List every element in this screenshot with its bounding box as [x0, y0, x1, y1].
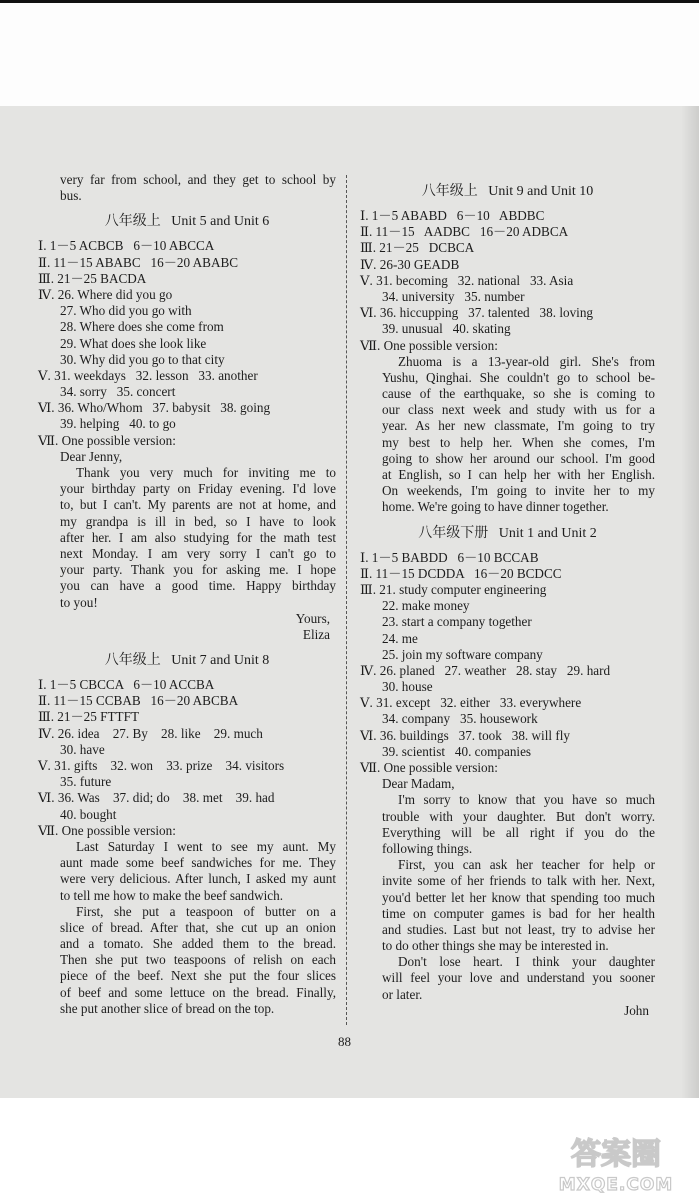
right-text-line: Ⅰ. 1－5 BABDD 6－10 BCCAB [360, 549, 539, 565]
left-text-line: to tell me how to make the beef sandwich. [60, 887, 284, 903]
left-text-line: piece of the beef. Next she put the four slices [60, 968, 336, 984]
left-text-line: 34. sorry 35. concert [60, 384, 176, 400]
right-text-line: I'm sorry to know that you have so much [398, 792, 655, 808]
right-section-heading: 八年级上 Unit 9 and Unit 10 [421, 184, 594, 199]
left-text-line: Ⅳ. 26. Where did you go [38, 286, 173, 302]
left-text-line: Thank you very much for inviting me to [76, 465, 336, 480]
page-number: 88 [338, 1034, 351, 1049]
right-text-line: and studies. Last but not least, try to advise her [382, 921, 655, 937]
left-text-line: Ⅳ. 26. idea 27. By 28. like 29. much [38, 725, 263, 741]
left-text-line: you can have a good time. Happy birthday [60, 578, 336, 594]
right-text-line: Ⅴ. 31. becoming 32. national 33. Asia [360, 272, 574, 288]
right-text-line: you'd better let her know that spending too much [382, 889, 655, 905]
right-text-line: cause of the earthquake, so she is coming to [382, 386, 655, 402]
right-text-line: Ⅵ. 36. buildings 37. took 38. will fly [360, 727, 570, 743]
right-text-line: Ⅳ. 26-30 GEADB [360, 256, 460, 272]
left-text-line: aunt made some beef sandwiches for me. They [60, 855, 336, 871]
left-text-line: she put another slice of bread on the top. [60, 1000, 275, 1016]
left-text-line: 35. future [60, 774, 112, 790]
left-text-line: after her. I am also studying for the math test [60, 529, 336, 545]
right-text-line: Everything will be all right if you do the [382, 824, 655, 840]
left-text-line: First, she put a teaspoon of butter on a [76, 903, 336, 919]
right-text-line: time on computer games is bad for her health [382, 905, 655, 921]
right-text-line: Don't lose heart. I think your daughter [398, 954, 655, 970]
right-text-line: Dear Madam, [382, 776, 455, 792]
left-text-line: 39. helping 40. to go [60, 416, 176, 432]
watermark-logo-icon [541, 1128, 691, 1198]
right-text-line: John [624, 1002, 649, 1018]
right-text-line: 34. company 35. housework [382, 711, 538, 727]
left-text-line: bus. [60, 188, 82, 204]
left-text-line: Yours, [295, 610, 330, 626]
right-section-heading: 八年级下册 Unit 1 and Unit 2 [418, 525, 597, 541]
right-text-line: will feel your love and understand you sooner [382, 970, 655, 986]
column-divider [346, 175, 347, 1025]
left-text-line: Ⅲ. 21－25 FTTFT [38, 709, 140, 725]
left-column [38, 172, 336, 1017]
right-column [360, 182, 655, 1019]
left-text-line: very far from school, and they get to school by [60, 172, 336, 187]
left-text-line: my grandpa is ill in bed, so I have to look [60, 513, 336, 529]
right-text-line: Ⅲ. 21. study computer engineering [360, 581, 547, 597]
left-text-line: Last Saturday I went to see my aunt. My [76, 838, 336, 854]
left-text-line: to, but I can't. My parents are not at home, and [60, 497, 336, 513]
left-text-line: and a tomato. She added them to the bread. [60, 936, 336, 952]
right-text-line: Ⅳ. 26. planed 27. weather 28. stay 29. hard [360, 662, 611, 678]
left-text-line: Ⅰ. 1－5 ACBCB 6－10 ABCCA [38, 238, 215, 254]
svg-text:答案圈: 答案圈 [571, 1137, 661, 1172]
left-text-line: of beef and some lettuce on the bread. Finally, [60, 984, 336, 1000]
right-text-line: 30. house [382, 679, 433, 695]
right-text-line: Ⅶ. One possible version: [360, 760, 498, 775]
right-text-line: 39. unusual 40. skating [382, 321, 511, 337]
right-text-line: Ⅱ. 11－15 DCDDA 16－20 BCDCC [360, 565, 562, 581]
right-text-line: at English, so I can help her with her English. [382, 467, 655, 482]
left-text-line: Eliza [302, 626, 330, 642]
left-text-line: Ⅴ. 31. gifts 32. won 33. prize 34. visitors [38, 758, 285, 773]
left-section-heading: 八年级上 Unit 5 and Unit 6 [104, 214, 270, 230]
left-section-heading: 八年级上 Unit 7 and Unit 8 [104, 653, 270, 669]
right-text-line: 22. make money [382, 598, 470, 614]
top-margin [0, 0, 699, 106]
left-text-line: Ⅶ. One possible version: [38, 432, 176, 448]
left-text-line: to you! [60, 594, 98, 610]
right-text-line: Ⅲ. 21－25 DCBCA [360, 240, 475, 256]
site-watermark-logo [541, 1128, 691, 1198]
left-text-line: 40. bought [60, 806, 117, 822]
left-text-line: slice of bread. After that, she cut up an onion [60, 919, 336, 935]
left-text-line: next Monday. I am very sorry I can't go to [60, 545, 336, 561]
left-text-line: your birthday party on Friday evening. I'd love [60, 481, 336, 497]
left-text-line: were very delicious. After lunch, I asked my aunt [60, 871, 336, 887]
left-text-line: Ⅶ. One possible version: [38, 822, 176, 838]
left-text-line: Ⅵ. 36. Was 37. did; do 38. met 39. had [38, 790, 275, 806]
right-text-line: Ⅴ. 31. except 32. either 33. everywhere [360, 695, 582, 711]
left-text-line: your party. Thank you for asking me. I hope [60, 562, 336, 578]
left-text-line: Ⅱ. 11－15 ABABC 16－20 ABABC [38, 254, 239, 270]
right-text-line: Yushu, Qinghai. She couldn't go to school be- [382, 369, 655, 385]
left-text-line: Ⅵ. 36. Who/Whom 37. babysit 38. going [38, 400, 271, 416]
left-text-line: 30. have [60, 741, 105, 757]
right-text-line: Ⅰ. 1－5 ABABD 6－10 ABDBC [360, 208, 545, 223]
right-text-line: our class next week and study with us for a [382, 402, 655, 418]
left-text-line: Ⅰ. 1－5 CBCCA 6－10 ACCBA [38, 677, 215, 693]
left-text-line: Ⅴ. 31. weekdays 32. lesson 33. another [38, 367, 258, 383]
right-text-line: On weekends, I'm going to invite her to my [382, 483, 655, 499]
right-text-line: following things. [382, 840, 473, 856]
left-text-line: Ⅲ. 21－25 BACDA [38, 270, 147, 286]
right-text-line: 24. me [382, 630, 418, 646]
right-text-line: my best to help her. When she comes, I'm [382, 434, 655, 450]
right-text-line: 39. scientist 40. companies [382, 743, 532, 759]
right-text-line: Ⅱ. 11－15 AADBC 16－20 ADBCA [360, 224, 569, 240]
right-text-line: 25. join my software company [382, 646, 543, 662]
left-text-line: 27. Who did you go with [60, 303, 192, 319]
left-text-line: 29. What does she look like [60, 335, 207, 351]
left-text-line: Ⅱ. 11－15 CCBAB 16－20 ABCBA [38, 693, 239, 709]
right-text-line: Ⅶ. One possible version: [360, 337, 498, 353]
right-text-line: year. As her new classmate, I'm going to try [382, 418, 655, 434]
right-text-line: or later. [382, 986, 423, 1002]
right-text-line: home. We're going to have dinner together. [382, 499, 609, 515]
right-text-line: trouble with your daughter. But don't worry. [382, 808, 655, 824]
svg-text:MXQE.COM: MXQE.COM [558, 1175, 674, 1195]
right-text-line: invite some of her friends to talk with her. Next, [382, 873, 655, 889]
right-text-line: Zhuoma is a 13-year-old girl. She's from [398, 353, 655, 369]
right-text-line: Ⅵ. 36. hiccupping 37. talented 38. loving [360, 305, 594, 321]
left-text-line: 30. Why did you go to that city [60, 351, 225, 367]
left-text-line: Then she put two teaspoons of relish on each [60, 952, 336, 968]
right-text-line: going to show her around our school. I'm good [382, 450, 655, 466]
right-text-line: First, you can ask her teacher for help or [398, 857, 655, 873]
right-text-line: to do other things she may be interested in. [382, 938, 609, 954]
right-text-line: 34. university 35. number [382, 288, 525, 304]
left-text-line: Dear Jenny, [60, 448, 123, 464]
left-text-line: 28. Where does she come from [60, 319, 224, 335]
right-text-line: 23. start a company together [382, 614, 532, 630]
